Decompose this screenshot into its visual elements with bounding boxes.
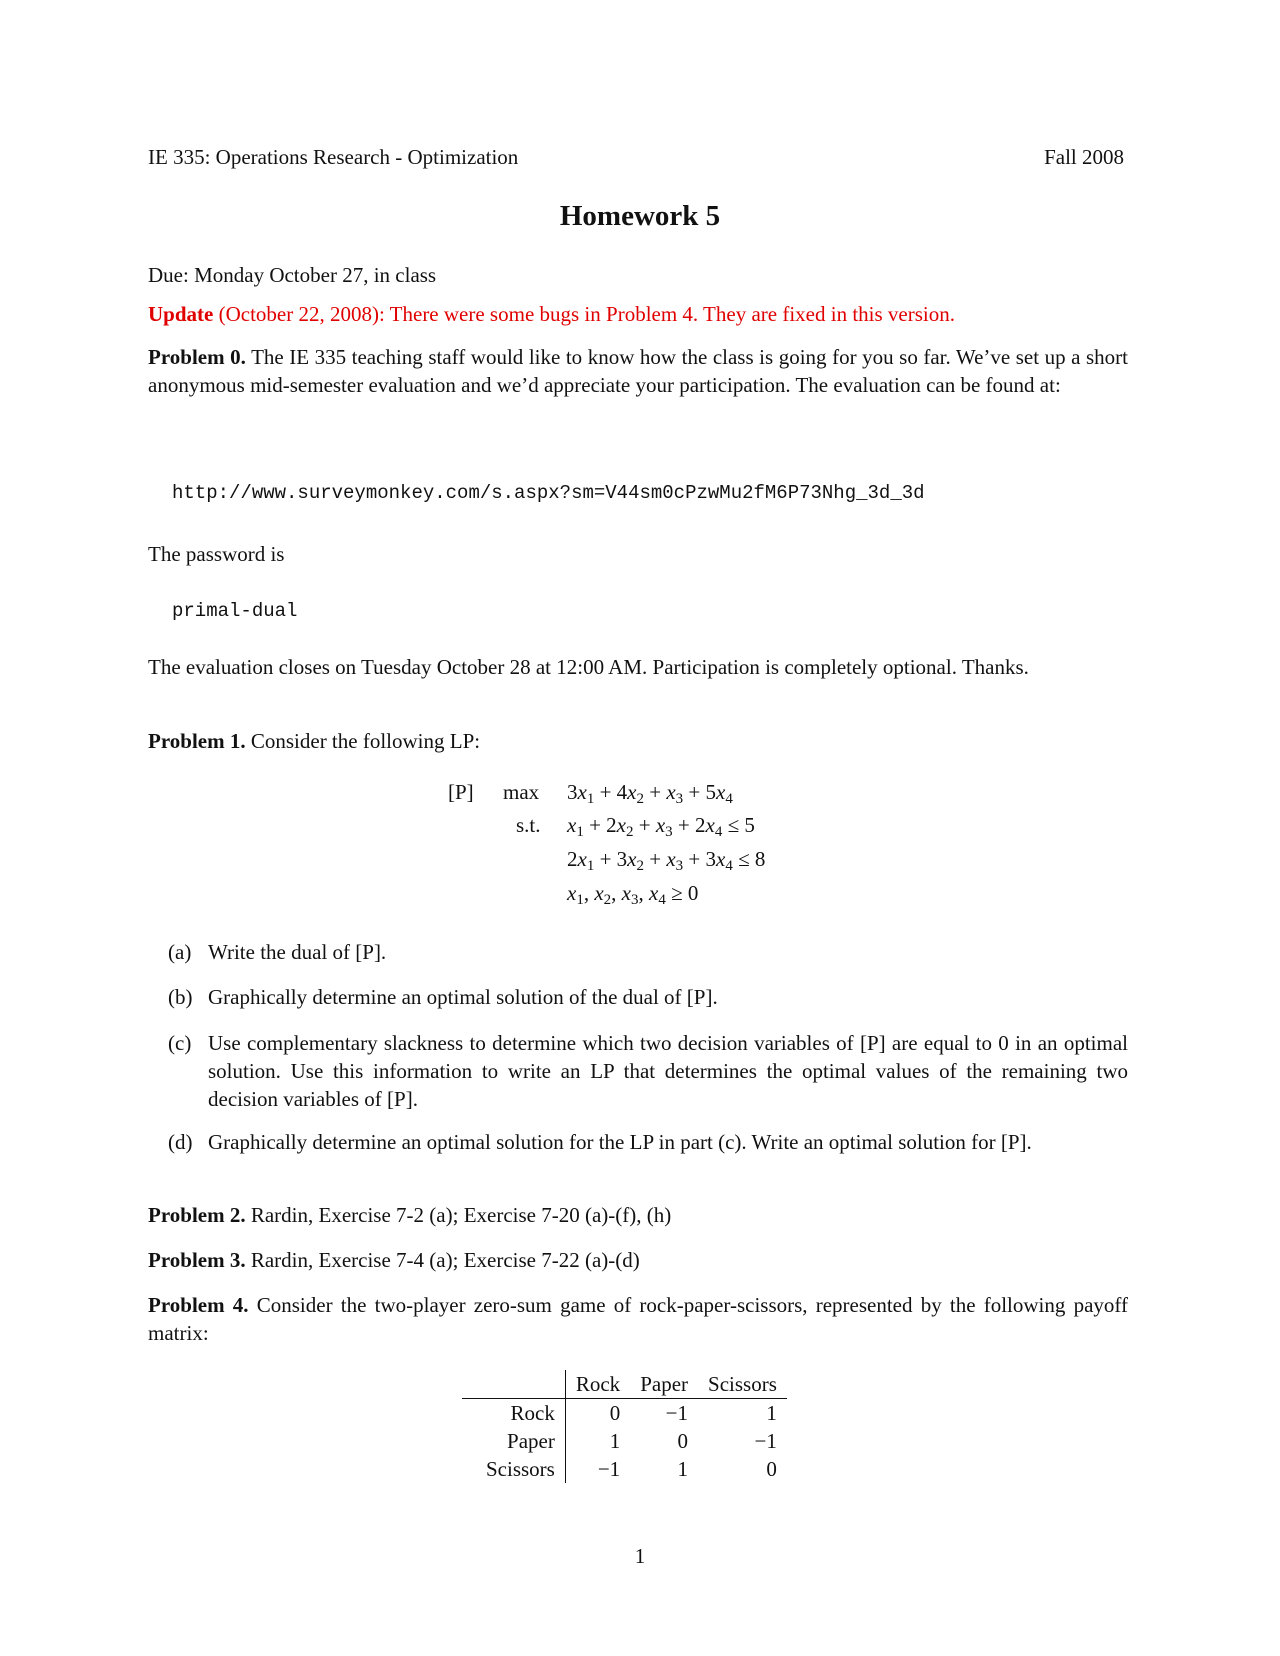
part-a-text: Write the dual of [P].: [208, 940, 387, 964]
matrix-cell: 0: [609, 1400, 621, 1425]
problem-4-text: Consider the two-player zero-sum game of rock-paper-scissors, represented by the following payoff matrix:: [148, 1293, 1128, 1345]
page-number: 1: [634, 1544, 646, 1568]
page-title: Homework 5: [559, 200, 721, 232]
matrix-row-header: Paper: [462, 1427, 565, 1455]
part-a-label: (a): [168, 940, 192, 964]
part-c: [168, 1029, 1128, 1113]
due-date: Due: Monday October 27, in class: [148, 263, 437, 287]
part-d: [168, 1128, 1128, 1156]
matrix-col-header: Scissors: [698, 1370, 787, 1399]
part-d-text: Graphically determine an optimal solution for the LP in part (c). Write an optimal solution for [P].: [208, 1130, 1032, 1154]
matrix-row: [462, 1427, 787, 1455]
matrix-row-header: Rock: [462, 1399, 565, 1428]
problem-1-label: Problem 1.: [148, 729, 246, 753]
evaluation-closing: The evaluation closes on Tuesday October 28 at 12:00 AM. Participation is completely optional. Thanks.: [148, 655, 1029, 679]
problem-2: [148, 1201, 671, 1229]
part-b-label: (b): [168, 985, 193, 1009]
problem-3: [148, 1246, 640, 1274]
matrix-row: [462, 1399, 787, 1428]
update-note: [148, 300, 1128, 328]
part-c-text: Use complementary slackness to determine which two decision variables of [P] are equal to 0 in an optimal solution. Use this information to write an LP that determines the optimal values of the remaining two decision variables of [P].: [208, 1031, 1128, 1111]
part-a: [168, 938, 1128, 966]
lp-max-keyword: max: [503, 780, 540, 804]
matrix-cell: −1: [754, 1428, 777, 1453]
lp-name: [P]: [448, 780, 474, 804]
matrix-cell: 1: [677, 1456, 689, 1481]
lp-objective: $3x_1 + 4x_2 + x_3 + 5x_4$: [567, 780, 733, 807]
matrix-cell: −1: [597, 1456, 621, 1481]
matrix-cell: 0: [766, 1456, 777, 1481]
problem-4-label: Problem 4.: [148, 1293, 249, 1317]
matrix-cell: 1: [609, 1428, 621, 1453]
matrix-header-row: [462, 1370, 787, 1399]
matrix-cell: 0: [677, 1428, 689, 1453]
problem-2-label: Problem 2.: [148, 1203, 246, 1227]
matrix-row: [462, 1455, 787, 1483]
problem-2-text: Rardin, Exercise 7-2 (a); Exercise 7-20 (a)-(f), (h): [250, 1203, 672, 1227]
course-title: IE 335: Operations Research - Optimization: [148, 145, 519, 169]
part-b: [168, 983, 1128, 1011]
problem-4: [148, 1291, 1128, 1347]
problem-3-label: Problem 3.: [148, 1248, 246, 1272]
problem-1-text: Consider the following LP:: [250, 729, 481, 753]
lp-constraint-2: $2x_1 + 3x_2 + x_3 + 3x_4 \le 8$: [567, 847, 766, 874]
lp-constraint-1: $x_1 + 2x_2 + x_3 + 2x_4 \le 5$: [567, 813, 755, 840]
password-intro: The password is: [148, 542, 285, 566]
part-c-label: (c): [168, 1031, 192, 1055]
problem-1: [148, 727, 480, 755]
matrix-cell: 1: [766, 1400, 777, 1425]
problem-0: [148, 343, 1128, 399]
lp-st-keyword: s.t.: [516, 813, 541, 837]
lp-nonnegativity: $x_1$, $x_2$, $x_3$, $x_4 \ge 0$: [567, 881, 699, 908]
part-b-text: Graphically determine an optimal solution of the dual of [P].: [208, 985, 718, 1009]
term: Fall 2008: [1044, 145, 1124, 169]
update-text: (October 22, 2008): There were some bugs in Problem 4. They are fixed in this version.: [218, 302, 955, 326]
matrix-col-header: Rock: [565, 1370, 630, 1399]
problem-3-text: Rardin, Exercise 7-4 (a); Exercise 7-22 (a)-(d): [250, 1248, 640, 1272]
payoff-matrix: [462, 1370, 787, 1483]
survey-url[interactable]: http://www.surveymonkey.com/s.aspx?sm=V44sm0cPzwMu2fM6P73Nhg_3d_3d: [172, 482, 925, 504]
password: primal-dual: [172, 600, 298, 622]
problem-0-label: Problem 0.: [148, 345, 246, 369]
matrix-cell: −1: [665, 1400, 689, 1425]
problem-0-text: The IE 335 teaching staff would like to know how the class is going for you so far. We’ve set up a short anonymous mid-semester evaluation and we’d appreciate your participation. The evaluation can be found at:: [148, 345, 1129, 397]
matrix-col-header: Paper: [630, 1370, 698, 1399]
matrix-row-header: Scissors: [462, 1455, 565, 1483]
update-label: Update: [148, 302, 214, 326]
part-d-label: (d): [168, 1130, 193, 1154]
